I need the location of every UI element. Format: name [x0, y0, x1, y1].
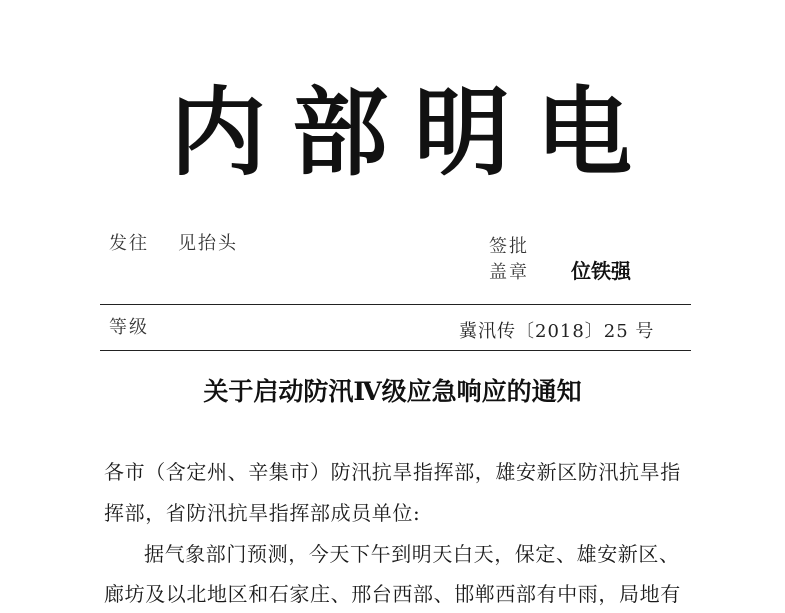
seal-label: 盖章	[489, 262, 529, 283]
document-title: 关于启动防汛Ⅳ级应急响应的通知	[203, 377, 582, 406]
body-line: 廊坊及以北地区和石家庄、邢台西部、邯郸西部有中雨，局地有	[104, 582, 681, 606]
send-to-label: 发往	[109, 233, 149, 254]
signer-name: 位铁强	[571, 259, 631, 283]
grade-label: 等级	[109, 317, 149, 338]
document-number: 冀汛传〔2018〕25 号	[459, 321, 655, 342]
masthead-char: 电	[536, 76, 632, 189]
masthead-char: 部	[292, 76, 388, 189]
send-to-value: 见抬头	[178, 233, 238, 254]
body-line: 据气象部门预测，今天下午到明天白天，保定、雄安新区、	[144, 542, 680, 566]
masthead-char: 内	[170, 76, 266, 189]
approval-label: 签批	[489, 236, 529, 257]
masthead	[0, 78, 785, 188]
divider-top	[100, 304, 691, 305]
masthead-char: 明	[414, 76, 510, 189]
divider-bottom	[100, 350, 691, 351]
body-line: 各市（含定州、辛集市）防汛抗旱指挥部，雄安新区防汛抗旱指	[104, 460, 681, 484]
body-line: 挥部，省防汛抗旱指挥部成员单位:	[104, 501, 421, 525]
